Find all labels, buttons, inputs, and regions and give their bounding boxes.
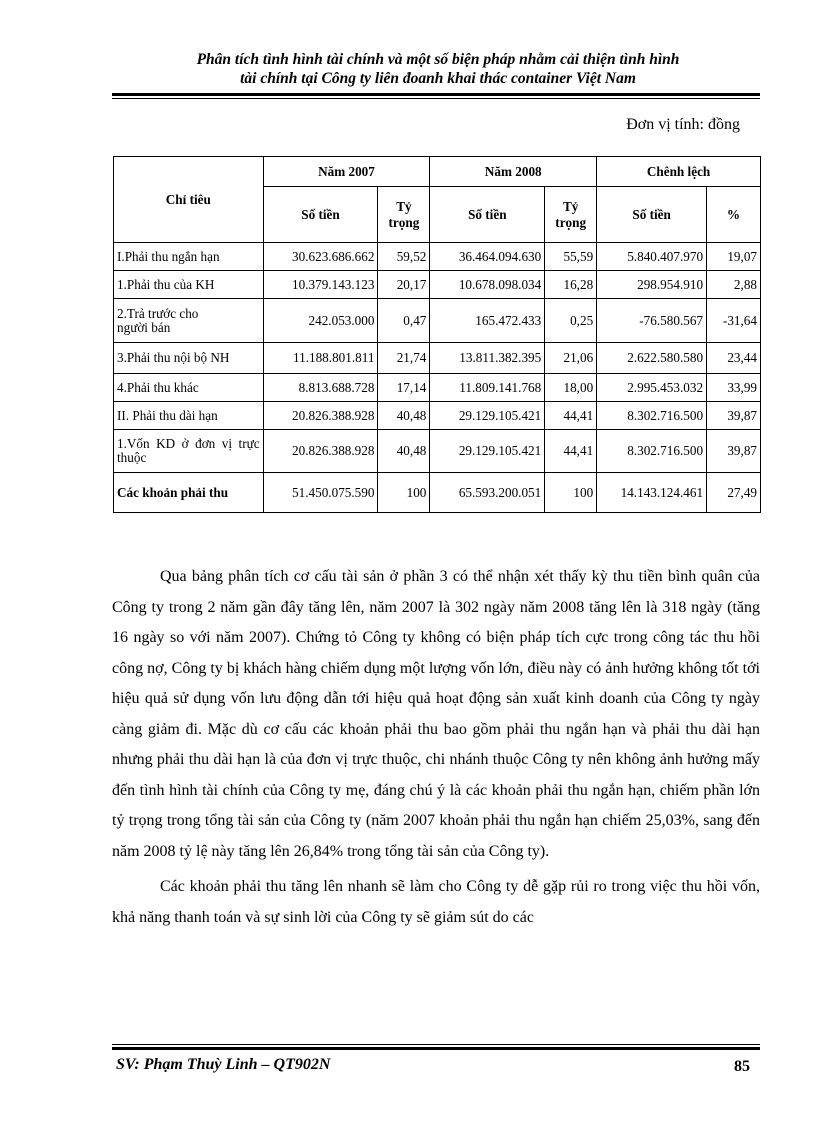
row-label: 2.Trả trước cho người bán xyxy=(114,299,264,343)
amount-diff: 14.143.124.461 xyxy=(597,473,707,513)
row-label: II. Phải thu dài hạn xyxy=(114,402,264,430)
header-amount-2008: Số tiền xyxy=(430,187,545,243)
row-label: 4.Phải thu khác xyxy=(114,374,264,402)
footer-rule-thin xyxy=(112,1044,760,1045)
percent-diff: 19,07 xyxy=(707,243,761,271)
share-2008: 44,41 xyxy=(545,430,597,473)
unit-label: Đơn vị tính: đồng xyxy=(626,116,740,133)
amount-2007: 8.813.688.728 xyxy=(263,374,378,402)
header-difference: Chênh lệch xyxy=(597,157,761,187)
row-label: Các khoản phải thu xyxy=(114,473,264,513)
header-rule-thin xyxy=(112,98,760,99)
header-amount-2007: Số tiền xyxy=(263,187,378,243)
amount-2007: 10.379.143.123 xyxy=(263,271,378,299)
row-label: 3.Phải thu nội bộ NH xyxy=(114,343,264,374)
page-header-title xyxy=(112,50,764,88)
row-label: 1.Phải thu của KH xyxy=(114,271,264,299)
amount-diff: 8.302.716.500 xyxy=(597,430,707,473)
amount-2008: 165.472.433 xyxy=(430,299,545,343)
header-share-2007 xyxy=(378,187,430,243)
amount-diff: 2.995.453.032 xyxy=(597,374,707,402)
table-header-row-1 xyxy=(114,157,761,187)
amount-diff: 298.954.910 xyxy=(597,271,707,299)
amount-2008: 10.678.098.034 xyxy=(430,271,545,299)
amount-2008: 65.593.200.051 xyxy=(430,473,545,513)
header-share-line2: trọng xyxy=(388,214,420,230)
amount-2008: 11.809.141.768 xyxy=(430,374,545,402)
amount-2007: 11.188.801.811 xyxy=(263,343,378,374)
share-2007: 21,74 xyxy=(378,343,430,374)
footer-author: SV: Phạm Thuỳ Linh – QT902N xyxy=(116,1056,331,1073)
table-row xyxy=(114,402,761,430)
share-2007: 100 xyxy=(378,473,430,513)
body-text xyxy=(112,562,760,938)
share-2007: 59,52 xyxy=(378,243,430,271)
table-row xyxy=(114,343,761,374)
header-percent: % xyxy=(707,187,761,243)
percent-diff: 27,49 xyxy=(707,473,761,513)
share-2008: 18,00 xyxy=(545,374,597,402)
share-2007: 17,14 xyxy=(378,374,430,402)
amount-diff: -76.580.567 xyxy=(597,299,707,343)
share-2008: 0,25 xyxy=(545,299,597,343)
page-number: 85 xyxy=(734,1058,750,1075)
share-2007: 40,48 xyxy=(378,430,430,473)
share-2007: 40,48 xyxy=(378,402,430,430)
footer-rule-thick xyxy=(112,1047,760,1050)
percent-diff: -31,64 xyxy=(707,299,761,343)
percent-diff: 23,44 xyxy=(707,343,761,374)
amount-2007: 20.826.388.928 xyxy=(263,430,378,473)
amount-2007: 51.450.075.590 xyxy=(263,473,378,513)
amount-diff: 8.302.716.500 xyxy=(597,402,707,430)
header-share-line1: Tỷ xyxy=(563,198,579,214)
header-share-line2: trọng xyxy=(555,214,587,230)
share-2008: 100 xyxy=(545,473,597,513)
amount-2008: 13.811.382.395 xyxy=(430,343,545,374)
table-row xyxy=(114,271,761,299)
header-share-line1: Tỷ xyxy=(396,198,412,214)
share-2008: 16,28 xyxy=(545,271,597,299)
amount-2008: 36.464.094.630 xyxy=(430,243,545,271)
share-2008: 21,06 xyxy=(545,343,597,374)
table-total-row xyxy=(114,473,761,513)
table-row xyxy=(114,430,761,473)
percent-diff: 2,88 xyxy=(707,271,761,299)
table-row xyxy=(114,299,761,343)
header-share-2008 xyxy=(545,187,597,243)
header-year-2007: Năm 2007 xyxy=(263,157,430,187)
amount-diff: 2.622.580.580 xyxy=(597,343,707,374)
amount-2007: 242.053.000 xyxy=(263,299,378,343)
amount-2007: 30.623.686.662 xyxy=(263,243,378,271)
percent-diff: 33,99 xyxy=(707,374,761,402)
share-2008: 55,59 xyxy=(545,243,597,271)
row-label: I.Phải thu ngắn hạn xyxy=(114,243,264,271)
table-row xyxy=(114,374,761,402)
header-indicator: Chỉ tiêu xyxy=(114,157,264,243)
share-2007: 0,47 xyxy=(378,299,430,343)
amount-2008: 29.129.105.421 xyxy=(430,402,545,430)
share-2007: 20,17 xyxy=(378,271,430,299)
amount-2008: 29.129.105.421 xyxy=(430,430,545,473)
row-label: 1.Vốn KD ở đơn vị trực thuộc xyxy=(114,430,264,473)
share-2008: 44,41 xyxy=(545,402,597,430)
receivables-table xyxy=(113,156,761,513)
paragraph: Các khoản phải thu tăng lên nhanh sẽ làm cho Công ty dễ gặp rủi ro trong việc thu hồi vốn, khả năng thanh toán và sự sinh lời của Công ty sẽ giảm sút do các xyxy=(112,878,760,926)
percent-diff: 39,87 xyxy=(707,430,761,473)
header-title-line-1: Phân tích tình hình tài chính và một số biện pháp nhằm cải thiện tình hình xyxy=(196,51,680,68)
header-rule-thick xyxy=(112,93,760,96)
percent-diff: 39,87 xyxy=(707,402,761,430)
paragraph: Qua bảng phân tích cơ cấu tài sản ở phần 3 có thể nhận xét thấy kỳ thu tiền bình quân của Công ty trong 2 năm gần đây tăng lên, năm 2007 là 302 ngày năm 2008 tăng lên là 318 ngày (tăng 16 ngày so với năm 2007). Chứng tỏ Công ty không có biện pháp tích cực trong công tác thu hồi công nợ, Công ty bị khách hàng chiếm dụng một lượng vốn lớn, điều này có ảnh hưởng không tốt tới hiệu quả sử dụng vốn lưu động dẫn tới hiệu quả hoạt động sản xuất kinh doanh của Công ty ngày càng giảm đi. Mặc dù cơ cấu các khoản phải thu bao gồm phải thu ngắn hạn và phải thu dài hạn nhưng phải thu dài hạn là của đơn vị trực thuộc, chi nhánh thuộc Công ty nên không ảnh hưởng mấy đến tình hình tài chính của Công ty mẹ, đáng chú ý là các khoản phải thu ngắn hạn, chiếm phần lớn tỷ trọng trong tổng tài sản của Công ty (năm 2007 khoản phải thu ngắn hạn chiếm 25,03%, sang đến năm 2008 tỷ lệ này tăng lên 26,84% trong tổng tài sản của Công ty). xyxy=(112,568,760,860)
header-year-2008: Năm 2008 xyxy=(430,157,597,187)
amount-2007: 20.826.388.928 xyxy=(263,402,378,430)
header-title-line-2: tài chính tại Công ty liên đoanh khai thác container Việt Nam xyxy=(240,70,636,87)
amount-diff: 5.840.407.970 xyxy=(597,243,707,271)
table-row xyxy=(114,243,761,271)
header-amount-diff: Số tiền xyxy=(597,187,707,243)
